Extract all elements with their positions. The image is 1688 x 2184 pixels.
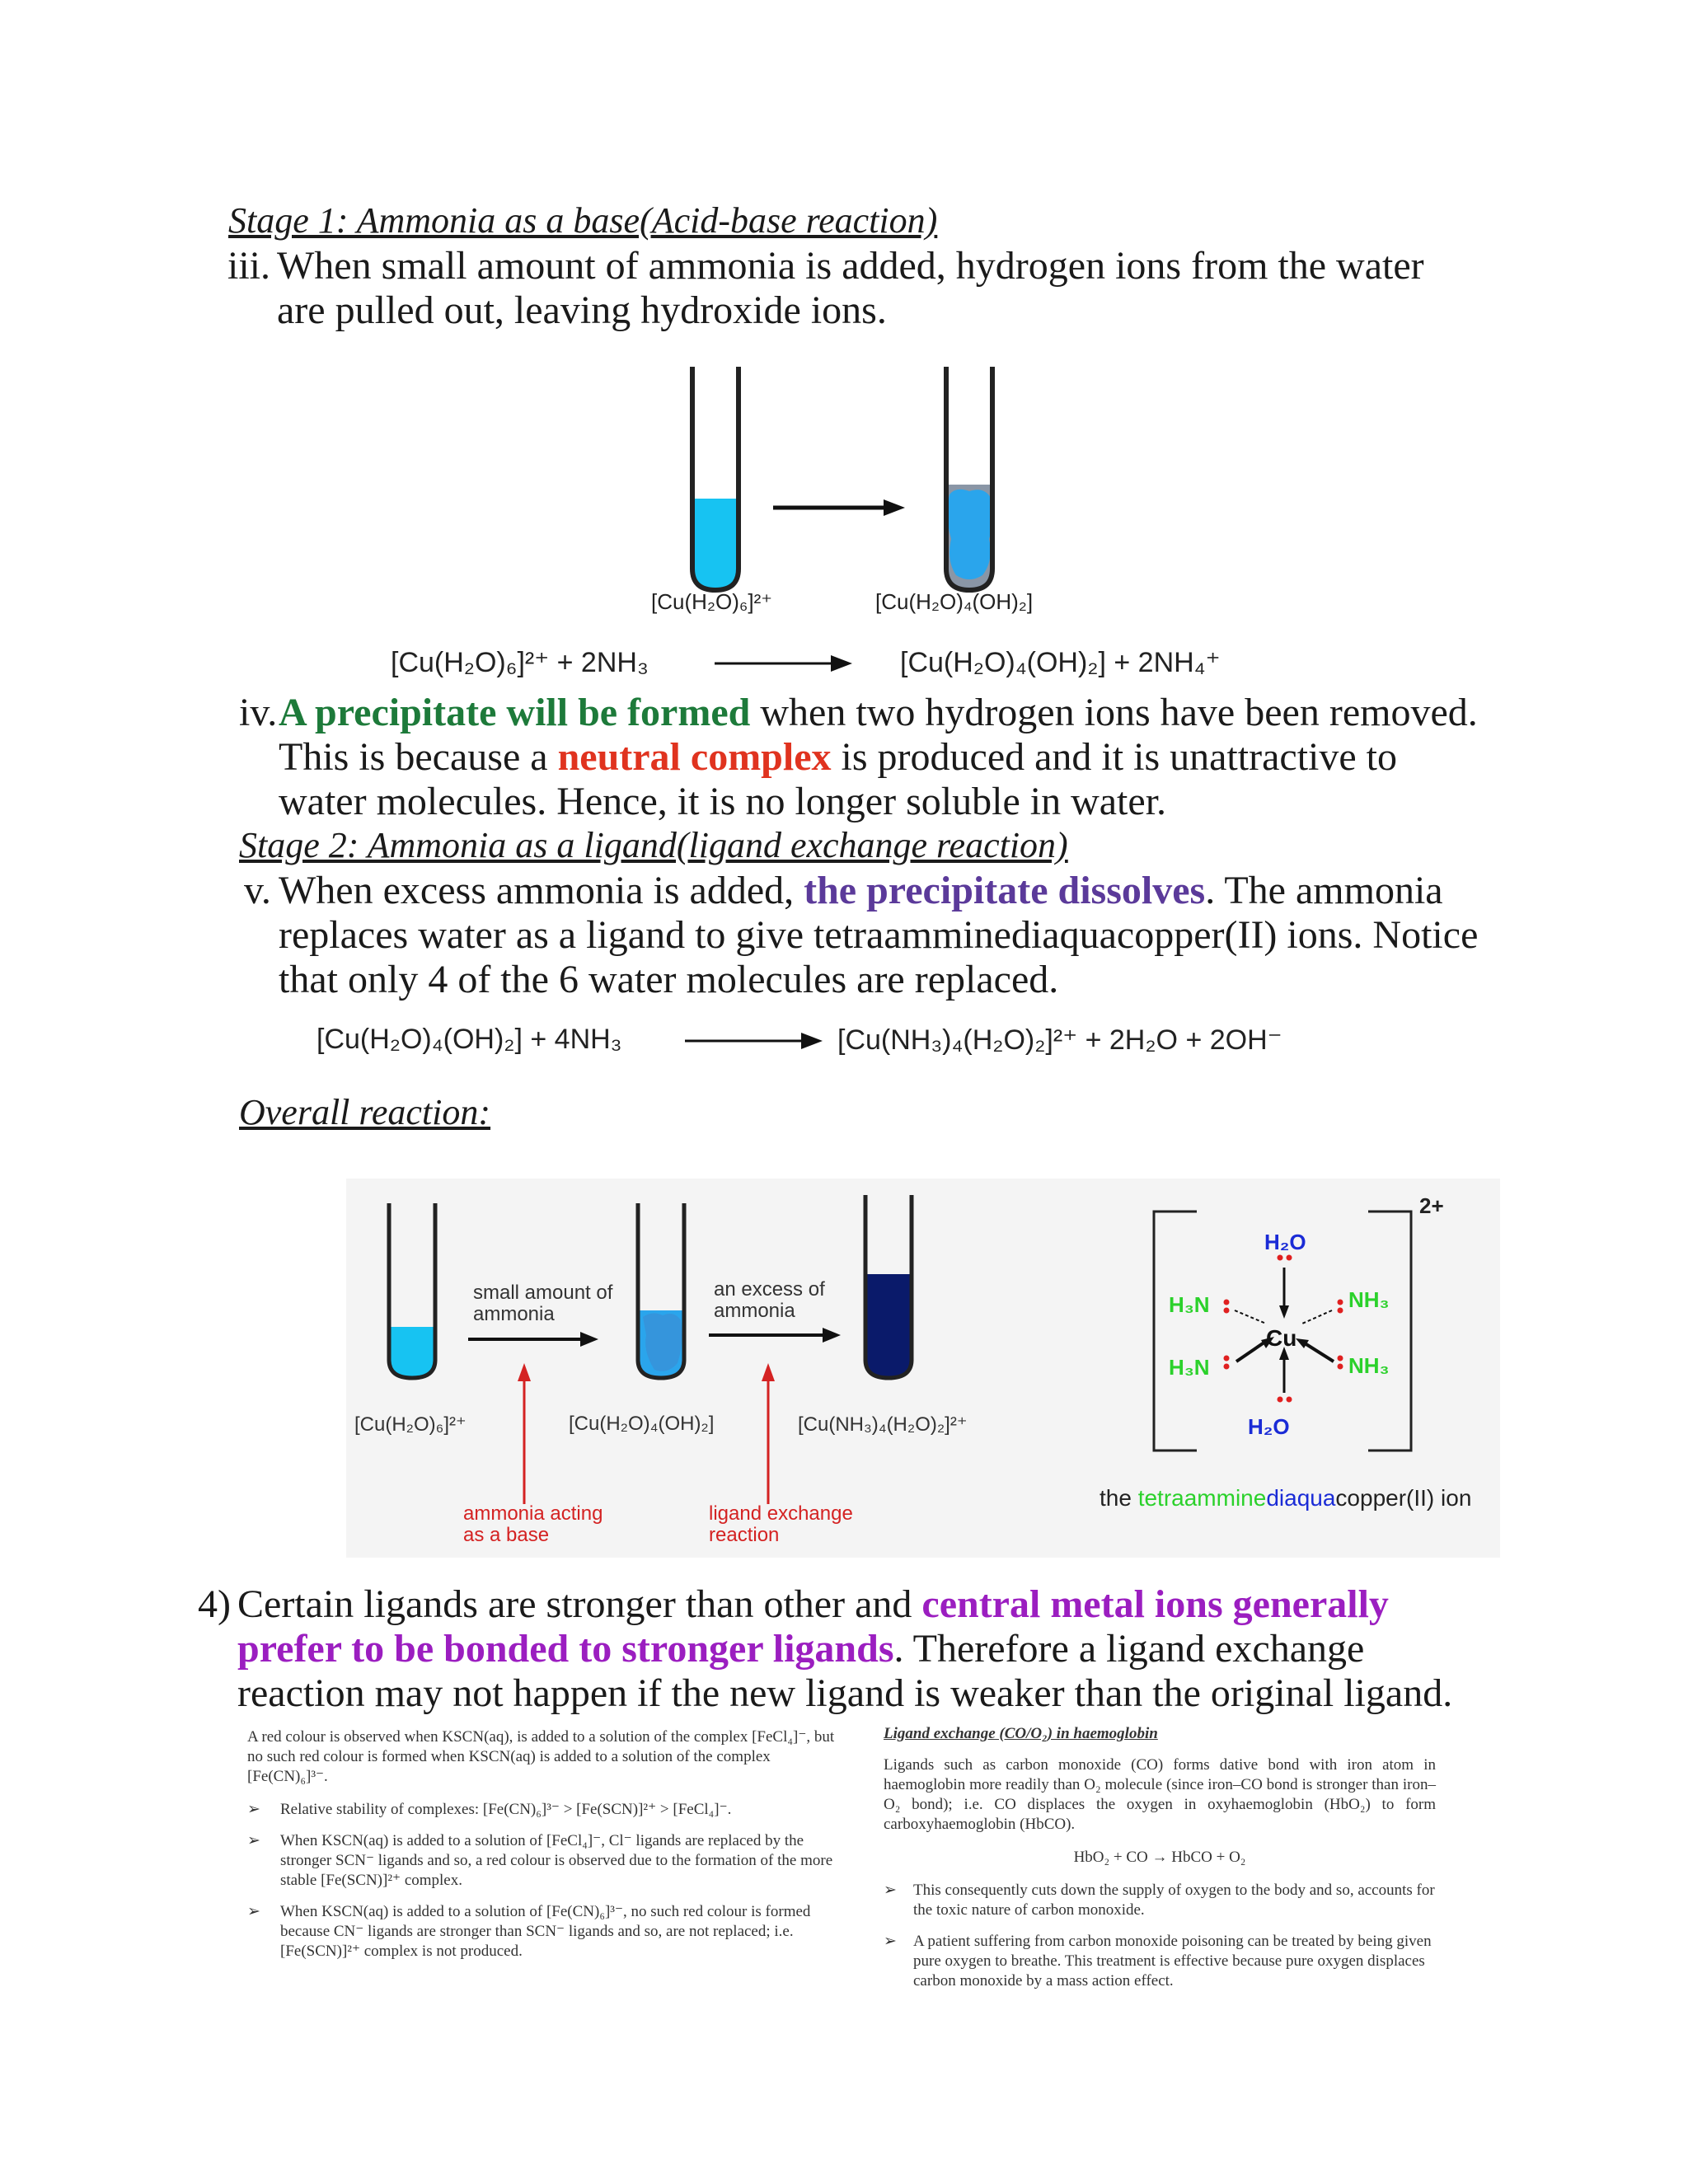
item-iv-text (279, 691, 1482, 824)
stage2-text2: . The ammonia replaces water as a ligand to give tetraamminediaquacopper(II) ions. Notice that only 4 of the 6 water molecules are replaced. (279, 869, 1479, 1001)
right-box-bullet2: A patient suffering from carbon monoxide poisoning can be treated by being given pure oxygen to breathe. This treatment is effective because pure oxygen displaces carbon monoxide by a mass action effect. (913, 1933, 1432, 1990)
right-box-bullet2-row (884, 1932, 1436, 1991)
left-box-bullet1-row (247, 1800, 841, 1820)
overall-tubes-figure (346, 1187, 973, 1385)
test-tube-2 (946, 367, 993, 590)
stage2-item-number: v. (244, 869, 271, 912)
complex-charge: 2+ (1419, 1193, 1444, 1218)
point4-text (237, 1582, 1465, 1716)
item-iv-text2: is produced and it is unattractive to water molecules. Hence, it is no longer soluble in water. (279, 735, 1397, 823)
equation1-arrow (710, 651, 859, 676)
left-bracket (1154, 1212, 1197, 1451)
stage1-text (277, 244, 1480, 333)
tube1-liquid (692, 499, 738, 590)
red-annotation-arrows (495, 1360, 824, 1508)
overall-tube-2 (638, 1203, 684, 1378)
equation2-right: [Cu(NH₃)₄(H₂O)₂]²⁺ + 2H₂O + 2OH⁻ (837, 1024, 1282, 1056)
caption-pre: the (1100, 1485, 1138, 1511)
overall-tube3-label: [Cu(NH₃)₄(H₂O)₂]²⁺ (798, 1413, 968, 1436)
overall-heading: Overall reaction: (239, 1092, 491, 1132)
bullet-arrow-icon: ➢ (247, 1801, 260, 1818)
fig1-label-right: [Cu(H₂O)₄(OH)₂] (875, 589, 1034, 614)
left-box-bullet3-row (247, 1902, 841, 1961)
caption-diaqua: diaqua (1266, 1485, 1336, 1511)
item-iv-bold-red: neutral complex (557, 735, 832, 779)
item-iv-text1: when two hydrogen ions have been removed. This is because a (279, 691, 1478, 779)
overall-arrow-1 (468, 1332, 598, 1347)
item-iv-bold-green: A precipitate will be formed (279, 691, 751, 734)
red-arrow-base (518, 1363, 531, 1504)
note-ligand-exchange: ligand exchange reaction (709, 1502, 853, 1546)
complex-structure-diagram (1137, 1187, 1500, 1483)
right-box-bullet1: This consequently cuts down the supply of oxygen to the body and so, accounts for the toxic nature of carbon monoxide. (913, 1882, 1435, 1919)
item-iv-number: iv. (239, 691, 278, 734)
bond-ul (1235, 1310, 1266, 1324)
point4-bold-magenta: central metal ions generally prefer to be bonded to stronger ligands (237, 1582, 1389, 1671)
overall-tube1-label: [Cu(H₂O)₆]²⁺ (354, 1413, 467, 1436)
equation2-arrow (681, 1029, 829, 1053)
overall-arrow2-label: an excess of ammonia (714, 1278, 825, 1322)
overall-tube-3 (865, 1195, 912, 1378)
right-bracket (1368, 1212, 1411, 1451)
stage2-text (279, 869, 1490, 1002)
left-box-bullet2: When KSCN(aq) is added to a solution of [FeCl₄]⁻, Cl⁻ ligands are replaced by the stronger SCN⁻ ligands and so, a red colour is observed due to the formation of the more stable [Fe(SCN)]²⁺ complex. (280, 1832, 833, 1889)
bullet-arrow-icon: ➢ (884, 1882, 897, 1899)
right-box-bullet1-row (884, 1881, 1436, 1920)
bullet-arrow-icon: ➢ (247, 1832, 260, 1849)
bullet-arrow-icon: ➢ (884, 1933, 897, 1950)
left-box (247, 1727, 841, 1961)
red-arrow-ligand (762, 1363, 775, 1504)
ligand-top-h2o: H₂O (1264, 1230, 1306, 1254)
stage1-heading: Stage 1: Ammonia as a base(Acid-base reaction) (228, 200, 938, 241)
equation1-left: [Cu(H₂O)₆]²⁺ + 2NH₃ (391, 647, 649, 678)
stage2-heading: Stage 2: Ammonia as a ligand(ligand exchange reaction) (239, 825, 1068, 865)
test-tubes-figure-1 (643, 363, 1039, 593)
right-box-intro: Ligands such as carbon monoxide (CO) forms dative bond with iron atom in haemoglobin more readily than O₂ molecule (since iron–CO bond is stronger than iron–O₂ bond); i.e. CO displaces the oxygen in oxyhaemoglobin (HbO₂) to form carboxyhaemoglobin (HbCO). (884, 1756, 1436, 1833)
ligand-bottom-h2o: H₂O (1248, 1414, 1290, 1439)
overall-arrow1-label: small amount of ammonia (473, 1282, 613, 1325)
bullet-arrow-icon: ➢ (247, 1903, 260, 1920)
overall-arrow-2 (709, 1328, 841, 1343)
test-tube-1 (692, 367, 738, 590)
equation2-left: [Cu(H₂O)₄(OH)₂] + 4NH₃ (316, 1024, 622, 1055)
stage2-bold-purple: the precipitate dissolves (804, 869, 1206, 912)
reaction-arrow-1 (773, 499, 905, 516)
overall-tube2-label: [Cu(H₂O)₄(OH)₂] (569, 1413, 715, 1435)
complex-caption (1100, 1485, 1471, 1511)
right-box-title: Ligand exchange (CO/O₂) in haemoglobin (884, 1725, 1158, 1742)
right-box (884, 1724, 1436, 1991)
caption-post: copper(II) ion (1335, 1485, 1472, 1511)
ligand-ll-nh3: H₃N (1169, 1355, 1210, 1380)
left-box-bullet3: When KSCN(aq) is added to a solution of [Fe(CN)₆]³⁻, no such red colour is formed because CN⁻ ligands are stronger than SCN⁻ ligands and so, are not replaced; i.e. [Fe(SCN)]²⁺ complex is not produced. (280, 1903, 811, 1960)
note-ammonia-as-base: ammonia acting as a base (463, 1502, 603, 1546)
stage1-text-content: When small amount of ammonia is added, hydrogen ions from the water are pulled out, leaving hydroxide ions. (277, 244, 1424, 332)
point4-text1: Certain ligands are stronger than other and (237, 1582, 922, 1626)
point4-text2: . Therefore a ligand exchange reaction may not happen if the new ligand is weaker than the original ligand. (237, 1627, 1453, 1715)
left-box-bullet1: Relative stability of complexes: [Fe(CN)₆]³⁻ > [Fe(SCN)]²⁺ > [FeCl₄]⁻. (280, 1801, 732, 1818)
bond-ll (1236, 1340, 1268, 1361)
bond-lr (1302, 1342, 1334, 1361)
equation1-right: [Cu(H₂O)₄(OH)₂] + 2NH₄⁺ (900, 647, 1221, 678)
left-box-intro: A red colour is observed when KSCN(aq), is added to a solution of the complex [FeCl₄]⁻, but no such red colour is formed when KSCN(aq) is added to a solution of the complex [Fe(CN)₆]³⁻. (247, 1728, 835, 1785)
stage1-item-number: iii. (227, 244, 271, 288)
complex-center-cu: Cu (1266, 1325, 1297, 1351)
point4-number: 4) (198, 1582, 231, 1626)
fig1-label-left: [Cu(H₂O)₆]²⁺ (651, 589, 772, 614)
left-box-bullet2-row (247, 1831, 841, 1891)
right-box-equation: HbO₂ + CO → HbCO + O₂ (1073, 1849, 1246, 1866)
tube2-precipitate (947, 490, 992, 579)
stage2-text1: When excess ammonia is added, (279, 869, 804, 912)
bond-ur (1302, 1310, 1332, 1324)
caption-tetraammine: tetraammine (1137, 1485, 1267, 1511)
ligand-ul-nh3: H₃N (1169, 1292, 1210, 1317)
ligand-lr-nh3: NH₃ (1348, 1353, 1390, 1378)
ligand-ur-nh3: NH₃ (1348, 1287, 1390, 1312)
overall-tube-1 (389, 1203, 435, 1378)
